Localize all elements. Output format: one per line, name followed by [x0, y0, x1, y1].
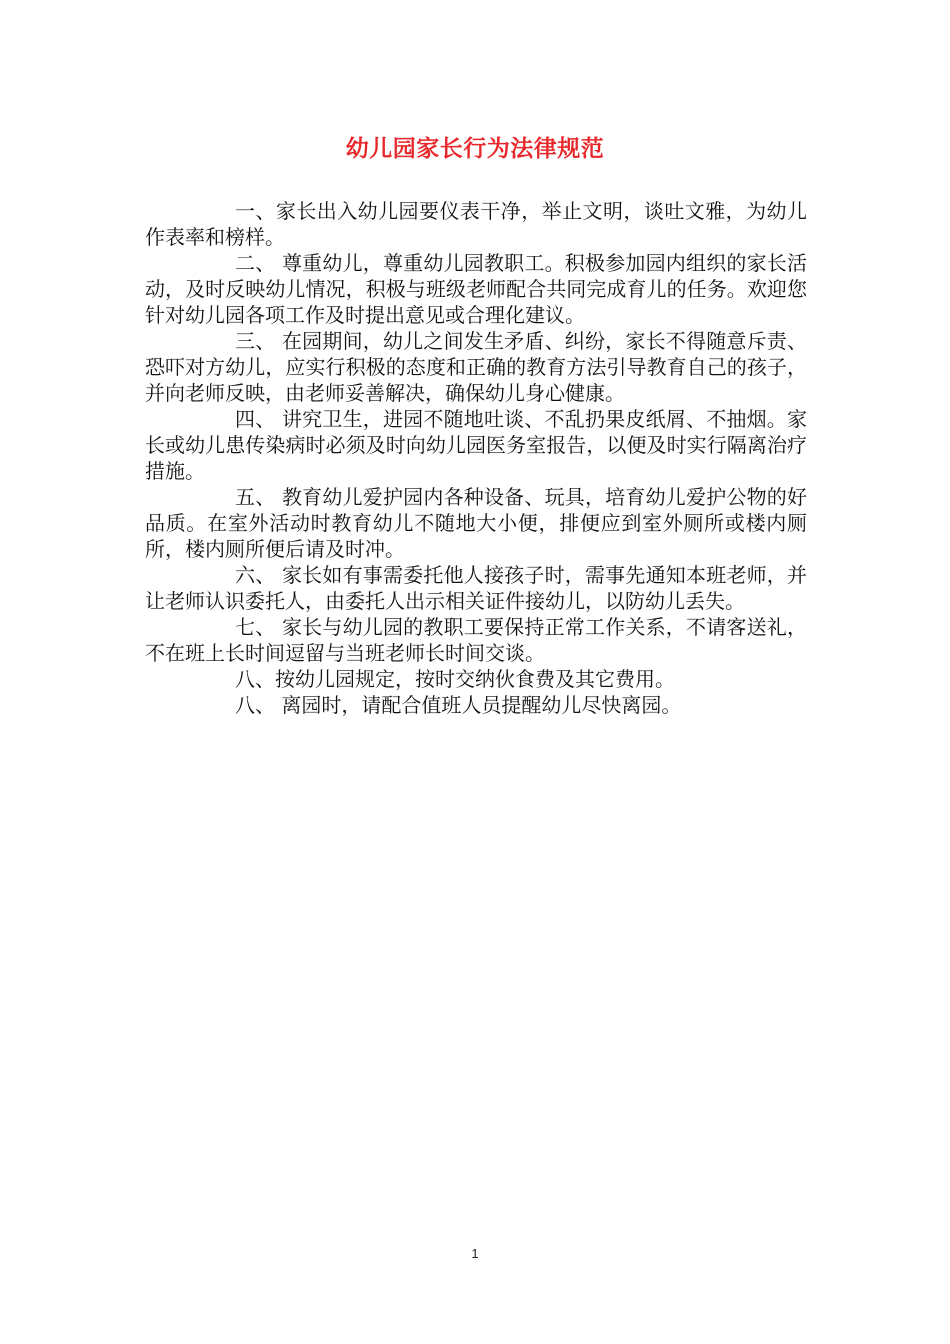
page-number: 1 — [471, 1246, 479, 1261]
paragraph-5: 五、 教育幼儿爱护园内各种设备、玩具，培育幼儿爱护公物的好品质。在室外活动时教育幼儿不随地大小便，排便应到室外厕所或楼内厕所，楼内厕所便后请及时冲。 — [145, 485, 807, 561]
paragraph-6: 六、 家长如有事需委托他人接孩子时，需事先通知本班老师，并让老师认识委托人，由委托人出示相关证件接幼儿，以防幼儿丢失。 — [145, 563, 807, 613]
paragraph-1: 一、家长出入幼儿园要仪表干净，举止文明，谈吐文雅，为幼儿作表率和榜样。 — [145, 199, 807, 249]
paragraph-2: 二、 尊重幼儿，尊重幼儿园教职工。积极参加园内组织的家长活动，及时反映幼儿情况，积极与班级老师配合共同完成育儿的任务。欢迎您针对幼儿园各项工作及时提出意见或合理化建议。 — [145, 251, 807, 327]
paragraph-8: 八、按幼儿园规定，按时交纳伙食费及其它费用。 — [235, 667, 675, 691]
paragraph-9: 八、 离园时，请配合值班人员提醒幼儿尽快离园。 — [235, 693, 682, 717]
document-body — [145, 198, 807, 718]
paragraph-7: 七、 家长与幼儿园的教职工要保持正常工作关系，不请客送礼，不在班上长时间逗留与当班老师长时间交谈。 — [145, 615, 807, 665]
paragraph-4: 四、 讲究卫生，进园不随地吐谈、不乱扔果皮纸屑、不抽烟。家长或幼儿患传染病时必须及时向幼儿园医务室报告，以便及时实行隔离治疗措施。 — [145, 407, 807, 483]
paragraph-3: 三、 在园期间，幼儿之间发生矛盾、纠纷，家长不得随意斥责、恐吓对方幼儿，应实行积极的态度和正确的教育方法引导教育自己的孩子，并向老师反映，由老师妥善解决，确保幼儿身心健康。 — [145, 329, 807, 405]
document-title: 幼儿园家长行为法律规范 — [345, 136, 605, 162]
